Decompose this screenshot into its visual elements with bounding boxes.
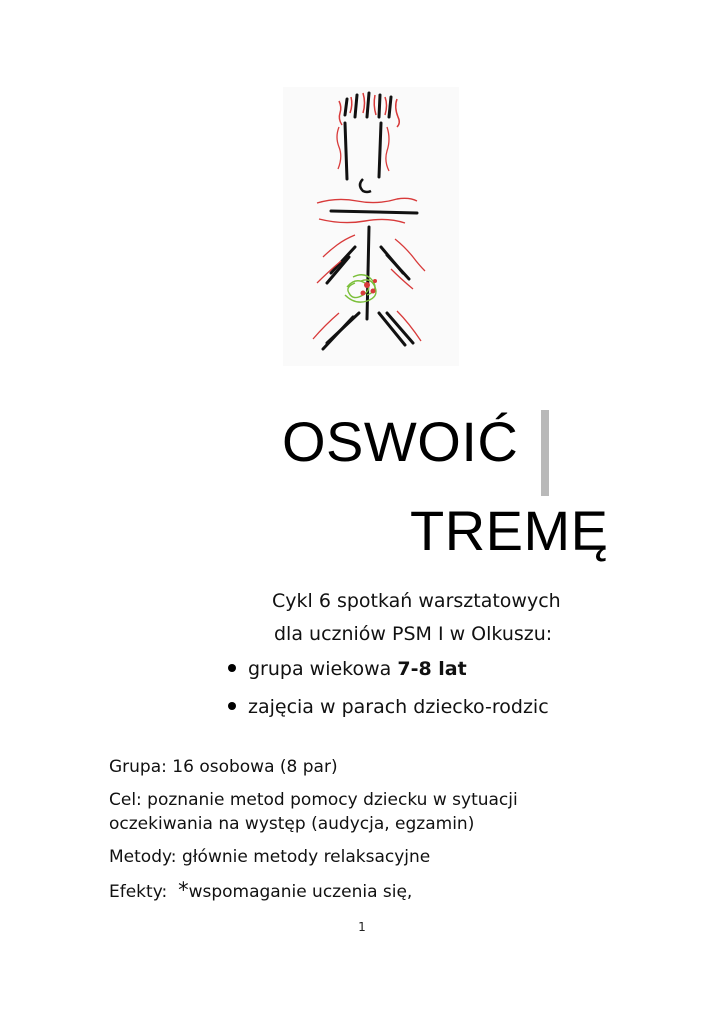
group-info: Grupa: 16 osobowa (8 par) — [109, 757, 338, 777]
child-drawing-svg — [283, 87, 459, 366]
bullet-dot-icon — [228, 702, 236, 710]
title-accent-bar — [541, 410, 549, 496]
goal-line-2: oczekiwania na występ (audycja, egzamin) — [109, 814, 475, 834]
bullet-item — [228, 695, 549, 733]
bullet-text: zajęcia w parach dziecko-rodzic — [248, 696, 549, 718]
page-number: 1 — [358, 920, 366, 934]
title-line-1: OSWOIĆ — [282, 410, 519, 473]
methods-info: Metody: głównie metody relaksacyjne — [109, 847, 431, 867]
subtitle-line-1: Cykl 6 spotkań warsztatowych — [272, 590, 561, 612]
subtitle-line-2: dla uczniów PSM I w Olkuszu: — [274, 623, 553, 645]
effects-label: Efekty: — [109, 882, 179, 902]
effects-info — [109, 878, 629, 904]
bullet-list — [228, 657, 549, 733]
effects-text: wspomaganie uczenia się, — [188, 882, 413, 902]
details-section — [109, 755, 629, 904]
bullet-dot-icon — [228, 664, 236, 672]
effects-star: * — [178, 878, 189, 902]
child-drawing-illustration — [283, 87, 459, 366]
bullet-item — [228, 657, 549, 695]
bullet-text: grupa wiekowa — [248, 658, 398, 680]
title-line-2: TREMĘ — [410, 499, 609, 562]
goal-line-1: Cel: poznanie metod pomocy dziecku w sytuacji — [109, 790, 518, 810]
bullet-bold-text: 7-8 lat — [397, 658, 467, 680]
